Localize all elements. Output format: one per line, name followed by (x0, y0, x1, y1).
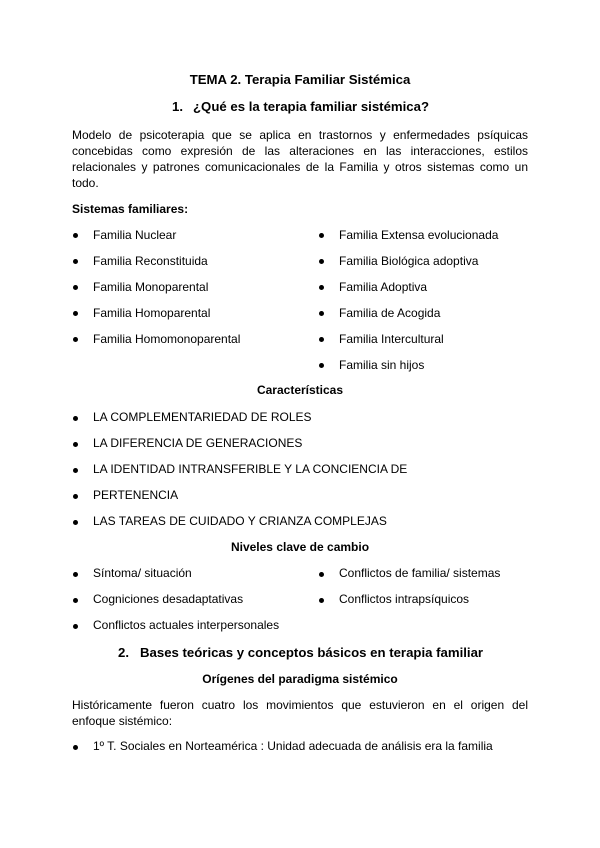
bullet-icon (73, 745, 78, 750)
list-item: Conflictos intrapsíquicos (339, 592, 470, 606)
section-1-number: 1. (172, 99, 183, 114)
page-title: TEMA 2. Terapia Familiar Sistémica (189, 72, 411, 87)
list-item: Familia de Acogida (339, 306, 441, 320)
list-item: Familia Reconstituida (93, 254, 208, 268)
paragraph-line: enfoque sistémico: (72, 714, 173, 728)
list-item: LAS TAREAS DE CUIDADO Y CRIANZA COMPLEJAS (93, 514, 387, 528)
bullet-icon (73, 624, 78, 629)
bullet-icon (73, 468, 78, 473)
paragraph-line: concebidas como expresión de las alteraciones en las interacciones, estilos (72, 144, 528, 158)
bullet-icon (319, 337, 324, 342)
bullet-icon (73, 598, 78, 603)
list-item: PERTENENCIA (93, 488, 179, 502)
list-item: Familia Extensa evolucionada (339, 228, 499, 242)
section-2-heading: Bases teóricas y conceptos básicos en terapia familiar (140, 645, 484, 660)
list-item: 1º T. Sociales en Norteamérica : Unidad adecuada de análisis era la familia (93, 739, 493, 753)
bullet-icon (73, 311, 78, 316)
section-2-subheading: Orígenes del paradigma sistémico (202, 672, 398, 686)
paragraph-line: relacionales y patrones comunicacionales de la Familia y otros sistemas como un (72, 160, 528, 174)
list-item: Familia Homoparental (93, 306, 211, 320)
bullet-icon (73, 259, 78, 264)
bullet-icon (319, 233, 324, 238)
characteristics-heading: Características (256, 383, 344, 397)
list-item: Familia sin hijos (339, 358, 425, 372)
bullet-icon (73, 337, 78, 342)
bullet-icon (319, 259, 324, 264)
bullet-icon (73, 572, 78, 577)
bullet-icon (73, 520, 78, 525)
bullet-icon (319, 572, 324, 577)
list-item: Familia Homomonoparental (93, 332, 241, 346)
section-1-paragraph (72, 127, 528, 191)
bullet-icon (319, 363, 324, 368)
bullet-icon (319, 598, 324, 603)
section-2-paragraph (72, 697, 528, 729)
paragraph-line: todo. (72, 176, 99, 190)
bullet-icon (73, 233, 78, 238)
list-item: LA COMPLEMENTARIEDAD DE ROLES (93, 410, 312, 424)
section-2-number: 2. (118, 645, 129, 660)
bullet-icon (73, 285, 78, 290)
list-item: LA DIFERENCIA DE GENERACIONES (93, 436, 303, 450)
paragraph-line: Modelo de psicoterapia que se aplica en trastornos y enfermedades psíquicas (72, 128, 528, 142)
bullet-icon (73, 494, 78, 499)
levels-heading: Niveles clave de cambio (230, 540, 370, 554)
list-item: Conflictos de familia/ sistemas (339, 566, 501, 580)
list-item: Cogniciones desadaptativas (93, 592, 244, 606)
bullet-icon (319, 285, 324, 290)
section-1-heading: ¿Qué es la terapia familiar sistémica? (193, 99, 430, 114)
list-item: Familia Nuclear (93, 228, 177, 242)
list-item: Conflictos actuales interpersonales (93, 618, 280, 632)
bullet-icon (319, 311, 324, 316)
paragraph-line: Históricamente fueron cuatro los movimientos que estuvieron en el origen del (72, 698, 528, 712)
list-item: LA IDENTIDAD INTRANSFERIBLE Y LA CONCIENCIA DE (93, 462, 408, 476)
list-item: Familia Monoparental (93, 280, 209, 294)
list-item: Familia Intercultural (339, 332, 444, 346)
list-item: Síntoma/ situación (93, 566, 192, 580)
systems-label: Sistemas familiares: (72, 202, 189, 216)
list-item: Familia Biológica adoptiva (339, 254, 479, 268)
bullet-icon (73, 416, 78, 421)
list-item: Familia Adoptiva (339, 280, 428, 294)
bullet-icon (73, 442, 78, 447)
